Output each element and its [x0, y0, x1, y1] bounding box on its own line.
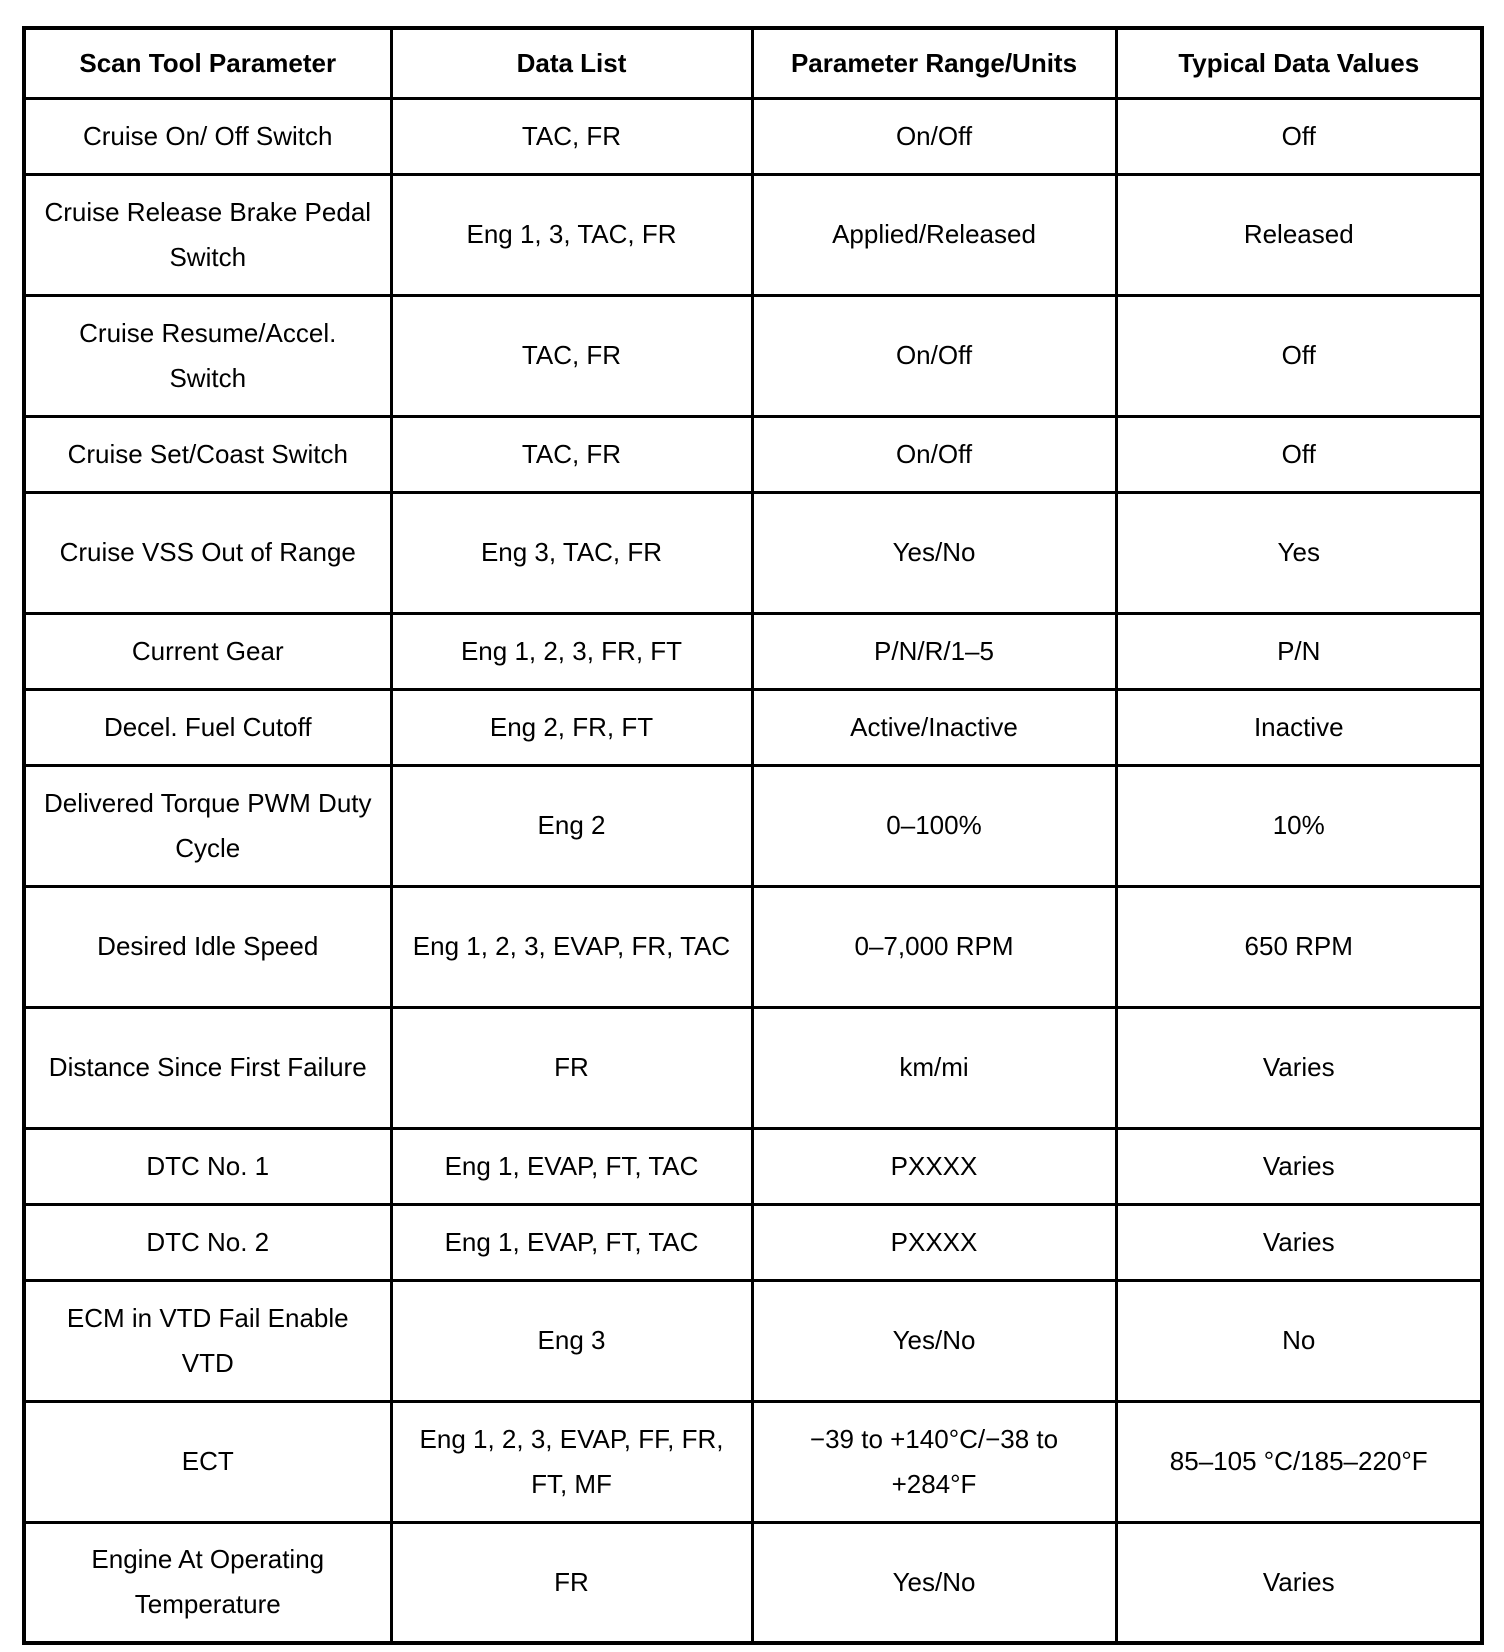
cell-parameter: Cruise Resume/Accel. Switch: [24, 295, 391, 416]
table-row: [24, 886, 1482, 1007]
table-header-row: [24, 28, 1482, 98]
cell-range-units: Yes/No: [752, 1522, 1116, 1643]
cell-typical-value: Varies: [1116, 1522, 1482, 1643]
cell-data-list: Eng 3: [391, 1280, 752, 1401]
header-parameter-range-units: Parameter Range/Units: [752, 28, 1116, 98]
cell-typical-value: Varies: [1116, 1128, 1482, 1204]
cell-range-units: km/mi: [752, 1007, 1116, 1128]
table-row: [24, 765, 1482, 886]
cell-parameter: ECT: [24, 1401, 391, 1522]
cell-parameter: DTC No. 1: [24, 1128, 391, 1204]
cell-typical-value: Varies: [1116, 1007, 1482, 1128]
cell-data-list: Eng 1, EVAP, FT, TAC: [391, 1204, 752, 1280]
cell-parameter: Cruise Set/Coast Switch: [24, 416, 391, 492]
cell-range-units: On/Off: [752, 295, 1116, 416]
cell-range-units: Active/Inactive: [752, 689, 1116, 765]
cell-data-list: Eng 1, 2, 3, EVAP, FR, TAC: [391, 886, 752, 1007]
cell-parameter: Current Gear: [24, 613, 391, 689]
cell-typical-value: Off: [1116, 416, 1482, 492]
table-row: [24, 1522, 1482, 1643]
cell-parameter: Cruise Release Brake Pedal Switch: [24, 174, 391, 295]
cell-typical-value: Yes: [1116, 492, 1482, 613]
header-data-list: Data List: [391, 28, 752, 98]
cell-data-list: Eng 1, 3, TAC, FR: [391, 174, 752, 295]
cell-data-list: FR: [391, 1522, 752, 1643]
table-row: [24, 1280, 1482, 1401]
cell-typical-value: Off: [1116, 98, 1482, 174]
cell-range-units: −39 to +140°C/−38 to +284°F: [752, 1401, 1116, 1522]
cell-data-list: TAC, FR: [391, 98, 752, 174]
cell-parameter: Cruise On/ Off Switch: [24, 98, 391, 174]
header-typical-data-values: Typical Data Values: [1116, 28, 1482, 98]
cell-range-units: On/Off: [752, 98, 1116, 174]
cell-parameter: ECM in VTD Fail Enable VTD: [24, 1280, 391, 1401]
cell-range-units: Yes/No: [752, 1280, 1116, 1401]
cell-range-units: 0–7,000 RPM: [752, 886, 1116, 1007]
table-row: [24, 98, 1482, 174]
table-row: [24, 1128, 1482, 1204]
cell-parameter: Distance Since First Failure: [24, 1007, 391, 1128]
table-row: [24, 1401, 1482, 1522]
cell-range-units: On/Off: [752, 416, 1116, 492]
cell-range-units: Applied/Released: [752, 174, 1116, 295]
table-row: [24, 613, 1482, 689]
cell-typical-value: No: [1116, 1280, 1482, 1401]
cell-typical-value: 85–105 °C/185–220°F: [1116, 1401, 1482, 1522]
cell-data-list: Eng 1, EVAP, FT, TAC: [391, 1128, 752, 1204]
scan-tool-data-table-container: [22, 26, 1480, 1645]
cell-data-list: Eng 2, FR, FT: [391, 689, 752, 765]
cell-range-units: PXXXX: [752, 1204, 1116, 1280]
table-row: [24, 416, 1482, 492]
cell-data-list: Eng 3, TAC, FR: [391, 492, 752, 613]
cell-data-list: TAC, FR: [391, 295, 752, 416]
cell-parameter: Engine At Operating Temperature: [24, 1522, 391, 1643]
cell-typical-value: Inactive: [1116, 689, 1482, 765]
table-row: [24, 1204, 1482, 1280]
table-row: [24, 1007, 1482, 1128]
cell-parameter: Delivered Torque PWM Duty Cycle: [24, 765, 391, 886]
cell-range-units: P/N/R/1–5: [752, 613, 1116, 689]
cell-data-list: Eng 1, 2, 3, FR, FT: [391, 613, 752, 689]
table-row: [24, 492, 1482, 613]
cell-range-units: PXXXX: [752, 1128, 1116, 1204]
cell-typical-value: Varies: [1116, 1204, 1482, 1280]
cell-range-units: 0–100%: [752, 765, 1116, 886]
cell-typical-value: Off: [1116, 295, 1482, 416]
cell-data-list: Eng 1, 2, 3, EVAP, FF, FR, FT, MF: [391, 1401, 752, 1522]
header-scan-tool-parameter: Scan Tool Parameter: [24, 28, 391, 98]
table-row: [24, 295, 1482, 416]
cell-data-list: TAC, FR: [391, 416, 752, 492]
cell-parameter: Cruise VSS Out of Range: [24, 492, 391, 613]
cell-range-units: Yes/No: [752, 492, 1116, 613]
cell-typical-value: Released: [1116, 174, 1482, 295]
scan-tool-data-table: [22, 26, 1484, 1645]
table-row: [24, 174, 1482, 295]
cell-data-list: Eng 2: [391, 765, 752, 886]
cell-typical-value: 10%: [1116, 765, 1482, 886]
cell-typical-value: 650 RPM: [1116, 886, 1482, 1007]
table-row: [24, 689, 1482, 765]
cell-parameter: Desired Idle Speed: [24, 886, 391, 1007]
cell-data-list: FR: [391, 1007, 752, 1128]
cell-typical-value: P/N: [1116, 613, 1482, 689]
cell-parameter: DTC No. 2: [24, 1204, 391, 1280]
cell-parameter: Decel. Fuel Cutoff: [24, 689, 391, 765]
